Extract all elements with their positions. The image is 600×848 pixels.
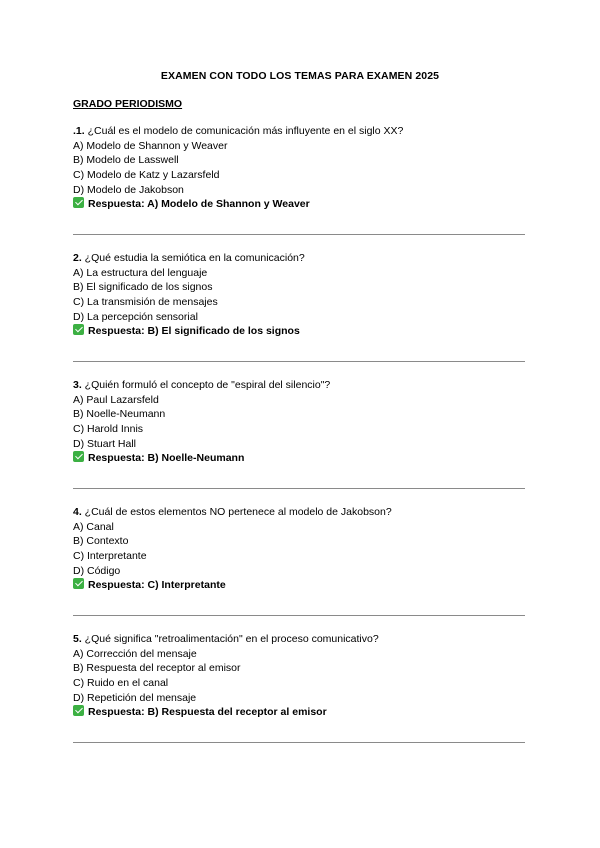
option-d: D) Stuart Hall: [73, 437, 137, 450]
divider-line: [73, 742, 525, 743]
option-d: D) Repetición del mensaje: [73, 691, 197, 704]
question-number: 3.: [73, 379, 82, 391]
divider-line: [73, 615, 525, 616]
answer-line: [73, 451, 525, 466]
answer-text: Respuesta: B) Respuesta del receptor al emisor: [88, 706, 327, 719]
option-a: A) Canal: [73, 520, 114, 533]
question-2: [73, 251, 525, 378]
answer-line: [73, 578, 525, 593]
option-b: B) El significado de los signos: [73, 281, 213, 294]
option-b: B) Noelle-Neumann: [73, 408, 166, 421]
check-mark-icon: [73, 451, 84, 462]
check-mark-icon: [73, 197, 84, 208]
option-c: C) Ruido en el canal: [73, 677, 169, 690]
option-c: C) Interpretante: [73, 550, 147, 563]
document-title: EXAMEN CON TODO LOS TEMAS PARA EXAMEN 2025: [160, 70, 440, 82]
answer-line: [73, 324, 525, 339]
question-5: [73, 632, 525, 759]
option-c: C) Harold Innis: [73, 423, 144, 436]
question-number: .1.: [73, 125, 85, 137]
check-mark-icon: [73, 578, 84, 589]
question-list: [73, 124, 525, 759]
question-4: [73, 505, 525, 632]
option-d: D) Modelo de Jakobson: [73, 183, 184, 196]
option-c: C) La transmisión de mensajes: [73, 296, 218, 309]
question-number: 2.: [73, 252, 82, 264]
answer-text: Respuesta: A) Modelo de Shannon y Weaver: [88, 198, 310, 211]
option-b: B) Respuesta del receptor al emisor: [73, 662, 241, 675]
question-prompt: ¿Quién formuló el concepto de "espiral del silencio"?: [81, 379, 331, 391]
divider-line: [73, 361, 525, 362]
question-text: [73, 632, 525, 647]
option-c: C) Modelo de Katz y Lazarsfeld: [73, 169, 220, 182]
answer-text: Respuesta: C) Interpretante: [88, 579, 226, 592]
answer-text: Respuesta: B) Noelle-Neumann: [88, 452, 245, 465]
answer-text: Respuesta: B) El significado de los signos: [88, 325, 300, 338]
answer-line: [73, 705, 525, 720]
question-prompt: ¿Cuál es el modelo de comunicación más influyente en el siglo XX?: [84, 125, 404, 137]
question-text: [73, 378, 525, 393]
option-a: A) Modelo de Shannon y Weaver: [73, 139, 228, 152]
question-prompt: ¿Cuál de estos elementos NO pertenece al modelo de Jakobson?: [81, 506, 392, 518]
divider-line: [73, 234, 525, 235]
question-text: [73, 124, 525, 139]
option-d: D) La percepción sensorial: [73, 310, 198, 323]
question-number: 4.: [73, 506, 82, 518]
question-1: [73, 124, 525, 251]
option-a: A) Paul Lazarsfeld: [73, 393, 159, 406]
document-subtitle: GRADO PERIODISMO: [73, 98, 183, 110]
option-a: A) Corrección del mensaje: [73, 647, 197, 660]
question-number: 5.: [73, 633, 82, 645]
option-d: D) Código: [73, 564, 121, 577]
question-prompt: ¿Qué estudia la semiótica en la comunicación?: [81, 252, 305, 264]
question-3: [73, 378, 525, 505]
question-text: [73, 251, 525, 266]
option-b: B) Contexto: [73, 535, 129, 548]
divider-line: [73, 488, 525, 489]
option-b: B) Modelo de Lasswell: [73, 154, 179, 167]
check-mark-icon: [73, 705, 84, 716]
option-a: A) La estructura del lenguaje: [73, 266, 208, 279]
question-prompt: ¿Qué significa "retroalimentación" en el proceso comunicativo?: [81, 633, 379, 645]
answer-line: [73, 197, 525, 212]
question-text: [73, 505, 525, 520]
check-mark-icon: [73, 324, 84, 335]
